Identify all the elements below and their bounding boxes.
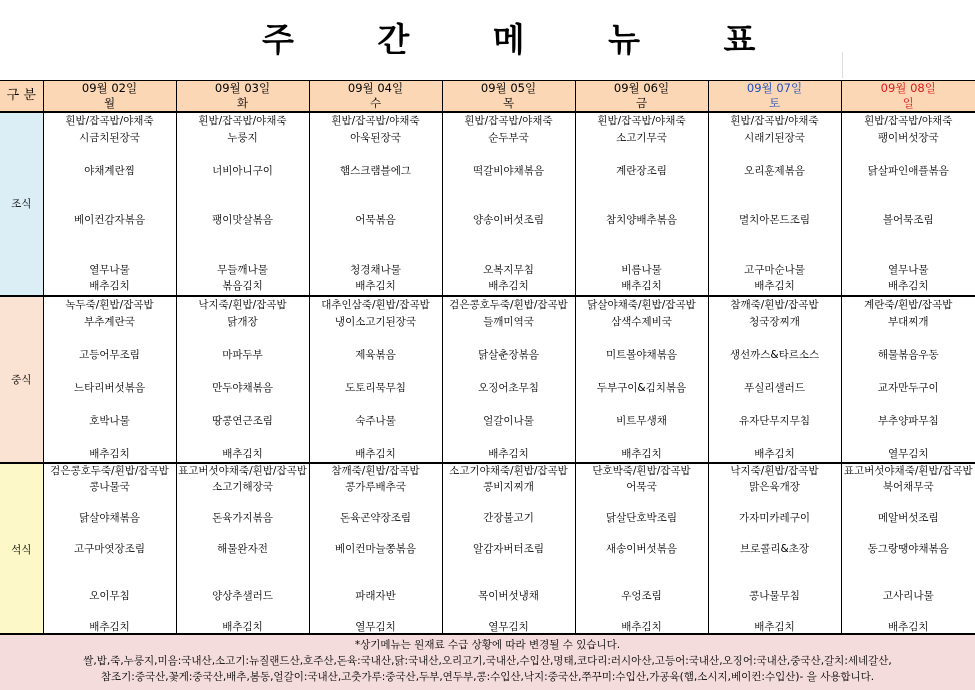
menu-cell: 삼색수제비국 — [575, 314, 708, 331]
menu-cell: 닭살파인애플볶음 — [841, 163, 975, 180]
menu-cell — [176, 146, 309, 163]
menu-cell: 브로콜리&초장 — [708, 542, 841, 558]
menu-cell: 멸치아몬드조림 — [708, 212, 841, 229]
menu-cell: 비트무생채 — [575, 413, 708, 430]
menu-cell — [442, 363, 575, 380]
menu-cell: 소고기야채죽/흰밥/잡곡밥 — [442, 463, 575, 480]
menu-cell — [309, 196, 442, 213]
menu-cell — [841, 558, 975, 574]
menu-cell: 흰밥/잡곡밥/야채죽 — [442, 112, 575, 130]
footer-notice — [0, 633, 975, 690]
menu-cell: 비름나물 — [575, 262, 708, 279]
menu-cell: 배추김치 — [43, 620, 176, 636]
menu-cell: 배추김치 — [309, 446, 442, 464]
day-date: 09월 05일 — [480, 81, 537, 95]
weekly-menu-table — [0, 80, 975, 636]
menu-cell: 대추인삼죽/흰밥/잡곡밥 — [309, 296, 442, 314]
menu-cell: 햄스크램블에그 — [309, 163, 442, 180]
menu-cell — [575, 429, 708, 446]
day-header — [708, 81, 841, 113]
menu-cell: 고구마엿장조림 — [43, 542, 176, 558]
menu-cell: 간장불고기 — [442, 511, 575, 527]
menu-cell — [708, 146, 841, 163]
menu-cell: 제육볶음 — [309, 347, 442, 364]
menu-cell: 유자단무지무침 — [708, 413, 841, 430]
menu-row — [0, 527, 975, 543]
menu-cell: 닭살야채죽/흰밥/잡곡밥 — [575, 296, 708, 314]
menu-cell — [176, 605, 309, 621]
menu-cell — [575, 146, 708, 163]
menu-cell: 목이버섯냉채 — [442, 589, 575, 605]
day-header — [841, 81, 975, 113]
menu-row — [0, 573, 975, 589]
menu-cell — [43, 573, 176, 589]
menu-cell: 열무김치 — [841, 446, 975, 464]
menu-cell — [575, 605, 708, 621]
menu-row — [0, 314, 975, 331]
menu-cell — [309, 573, 442, 589]
menu-cell — [841, 429, 975, 446]
menu-cell — [708, 573, 841, 589]
menu-cell — [442, 179, 575, 196]
menu-cell: 양송이버섯조림 — [442, 212, 575, 229]
menu-cell — [176, 495, 309, 511]
menu-cell — [309, 330, 442, 347]
menu-cell: 흰밥/잡곡밥/야채죽 — [309, 112, 442, 130]
menu-cell: 오징어초무침 — [442, 380, 575, 397]
menu-cell — [708, 605, 841, 621]
day-date: 09월 06일 — [613, 81, 670, 95]
menu-cell — [43, 527, 176, 543]
menu-cell: 콩나물무침 — [708, 589, 841, 605]
menu-cell: 떡갈비야채볶음 — [442, 163, 575, 180]
meal-label: 석식 — [0, 463, 43, 636]
menu-cell — [575, 558, 708, 574]
menu-cell — [708, 229, 841, 246]
menu-cell: 콩가루배추국 — [309, 480, 442, 496]
menu-cell: 부추계란국 — [43, 314, 176, 331]
menu-row — [0, 278, 975, 296]
menu-row — [0, 605, 975, 621]
day-of-week: 토 — [768, 96, 781, 110]
menu-cell — [841, 605, 975, 621]
day-header — [309, 81, 442, 113]
menu-cell: 배추김치 — [841, 278, 975, 296]
menu-cell: 표고버섯야채죽/흰밥/잡곡밥 — [176, 463, 309, 480]
menu-cell — [442, 429, 575, 446]
menu-cell: 녹두죽/흰밥/잡곡밥 — [43, 296, 176, 314]
day-of-week: 금 — [635, 96, 648, 110]
menu-cell — [841, 527, 975, 543]
day-date: 09월 04일 — [347, 81, 404, 95]
menu-cell — [43, 196, 176, 213]
menu-cell: 배추김치 — [841, 620, 975, 636]
menu-cell — [841, 196, 975, 213]
menu-cell — [176, 245, 309, 262]
menu-cell — [575, 229, 708, 246]
menu-cell: 배추김치 — [309, 278, 442, 296]
menu-cell: 소고기무국 — [575, 130, 708, 147]
divider — [842, 52, 843, 78]
day-date: 09월 02일 — [81, 81, 138, 95]
menu-cell: 닭살야채볶음 — [43, 511, 176, 527]
menu-cell — [841, 146, 975, 163]
menu-cell: 오복지무침 — [442, 262, 575, 279]
menu-cell: 양상추샐러드 — [176, 589, 309, 605]
menu-cell — [43, 605, 176, 621]
menu-cell — [309, 495, 442, 511]
menu-cell — [309, 527, 442, 543]
menu-cell: 맑은육개장 — [708, 480, 841, 496]
menu-cell — [708, 396, 841, 413]
menu-cell: 열무김치 — [309, 620, 442, 636]
menu-row — [0, 347, 975, 364]
menu-cell: 닭개장 — [176, 314, 309, 331]
menu-cell — [442, 196, 575, 213]
menu-cell — [43, 495, 176, 511]
menu-cell — [708, 363, 841, 380]
menu-cell — [176, 229, 309, 246]
menu-cell — [176, 363, 309, 380]
menu-cell — [309, 396, 442, 413]
menu-row — [0, 163, 975, 180]
menu-cell — [575, 330, 708, 347]
menu-cell: 부추양파무침 — [841, 413, 975, 430]
menu-cell: 팽이맛살볶음 — [176, 212, 309, 229]
menu-row — [0, 589, 975, 605]
menu-cell: 누룽지 — [176, 130, 309, 147]
menu-cell — [575, 495, 708, 511]
menu-cell — [442, 558, 575, 574]
menu-row — [0, 511, 975, 527]
menu-cell: 배추김치 — [43, 446, 176, 464]
menu-cell — [43, 429, 176, 446]
menu-cell: 새송이버섯볶음 — [575, 542, 708, 558]
menu-cell: 순두부국 — [442, 130, 575, 147]
menu-cell: 시금치된장국 — [43, 130, 176, 147]
menu-cell: 무들깨나물 — [176, 262, 309, 279]
menu-cell — [43, 229, 176, 246]
notice-line: *상기메뉴는 원재료 수급 상황에 따라 변경될 수 있습니다. — [354, 639, 621, 651]
menu-cell — [309, 146, 442, 163]
menu-cell: 흰밥/잡곡밥/야채죽 — [176, 112, 309, 130]
menu-cell — [841, 573, 975, 589]
menu-cell: 베이컨마늘쫑볶음 — [309, 542, 442, 558]
menu-cell: 닭살단호박조림 — [575, 511, 708, 527]
menu-cell: 배추김치 — [708, 620, 841, 636]
menu-cell: 아욱된장국 — [309, 130, 442, 147]
day-header — [176, 81, 309, 113]
menu-cell: 볶음김치 — [176, 278, 309, 296]
menu-cell: 고등어무조림 — [43, 347, 176, 364]
menu-row — [0, 146, 975, 163]
menu-cell: 느타리버섯볶음 — [43, 380, 176, 397]
menu-row — [0, 130, 975, 147]
origin-line: 쌀,밥,죽,누룽지,미음:국내산,소고기:뉴질랜드산,호주산,돈육:국내산,닭:국내산,오리고기,국내산,수입산,명태,코다리:러시아산,고등어:국내산,오징어:국내산,중국산,갈치:세네갈산, — [83, 655, 892, 667]
menu-cell — [309, 229, 442, 246]
day-date: 09월 03일 — [214, 81, 271, 95]
day-of-week: 월 — [103, 96, 116, 110]
menu-cell: 숙주나물 — [309, 413, 442, 430]
menu-cell: 베이컨감자볶음 — [43, 212, 176, 229]
menu-cell: 동그랑땡야채볶음 — [841, 542, 975, 558]
menu-cell — [43, 558, 176, 574]
menu-cell — [575, 396, 708, 413]
menu-cell — [43, 330, 176, 347]
menu-cell: 고사리나물 — [841, 589, 975, 605]
menu-cell — [442, 396, 575, 413]
menu-cell: 돈육가지볶음 — [176, 511, 309, 527]
menu-cell: 북어채무국 — [841, 480, 975, 496]
menu-cell: 야채계란찜 — [43, 163, 176, 180]
menu-cell: 흰밥/잡곡밥/야채죽 — [575, 112, 708, 130]
menu-cell — [841, 179, 975, 196]
menu-cell — [708, 558, 841, 574]
menu-cell: 소고기해장국 — [176, 480, 309, 496]
origin-line: 참조기:중국산,꽃게:중국산,배추,봄동,얼갈이:국내산,고춧가루:중국산,두부,연두부,콩:수입산,낙지:중국산,쭈꾸미:수입산,가공육(햄,소시지,베이컨:수입산)- 을 사용합니다. — [100, 671, 875, 683]
menu-cell — [708, 196, 841, 213]
menu-cell: 팽이버섯장국 — [841, 130, 975, 147]
menu-cell — [442, 605, 575, 621]
menu-cell: 해물완자전 — [176, 542, 309, 558]
menu-cell — [841, 245, 975, 262]
menu-cell — [575, 179, 708, 196]
menu-row — [0, 179, 975, 196]
menu-cell: 얼갈이나물 — [442, 413, 575, 430]
menu-row — [0, 380, 975, 397]
menu-cell — [43, 396, 176, 413]
menu-row — [0, 262, 975, 279]
menu-row — [0, 463, 975, 480]
menu-cell: 오리훈제볶음 — [708, 163, 841, 180]
menu-cell — [176, 527, 309, 543]
day-of-week: 수 — [369, 96, 382, 110]
menu-row — [0, 429, 975, 446]
menu-cell — [309, 558, 442, 574]
menu-cell: 마파두부 — [176, 347, 309, 364]
meal-label: 조식 — [0, 112, 43, 296]
day-of-week: 화 — [236, 96, 249, 110]
menu-cell: 가자미카레구이 — [708, 511, 841, 527]
day-of-week: 목 — [502, 96, 515, 110]
menu-cell: 냉이소고기된장국 — [309, 314, 442, 331]
menu-cell — [176, 573, 309, 589]
menu-cell: 배추김치 — [575, 620, 708, 636]
menu-cell: 푸실리샐러드 — [708, 380, 841, 397]
menu-cell: 배추김치 — [43, 278, 176, 296]
menu-cell: 참깨죽/흰밥/잡곡밥 — [309, 463, 442, 480]
menu-cell: 오이무침 — [43, 589, 176, 605]
menu-cell: 배추김치 — [575, 278, 708, 296]
menu-row — [0, 229, 975, 246]
menu-cell: 계란장조림 — [575, 163, 708, 180]
menu-cell: 열무김치 — [442, 620, 575, 636]
menu-cell: 낙지죽/흰밥/잡곡밥 — [176, 296, 309, 314]
menu-cell: 만두야채볶음 — [176, 380, 309, 397]
menu-cell — [176, 179, 309, 196]
menu-row — [0, 212, 975, 229]
menu-cell — [575, 527, 708, 543]
menu-cell — [176, 396, 309, 413]
menu-cell: 참치양배추볶음 — [575, 212, 708, 229]
menu-cell — [841, 396, 975, 413]
menu-row — [0, 330, 975, 347]
menu-row — [0, 112, 975, 130]
menu-cell: 배추김치 — [176, 620, 309, 636]
menu-cell: 표고버섯야채죽/흰밥/잡곡밥 — [841, 463, 975, 480]
menu-row — [0, 245, 975, 262]
menu-cell: 해물볶음우동 — [841, 347, 975, 364]
menu-cell — [575, 573, 708, 589]
day-header — [43, 81, 176, 113]
menu-cell — [841, 495, 975, 511]
menu-row — [0, 495, 975, 511]
menu-cell — [575, 245, 708, 262]
menu-cell: 파래자반 — [309, 589, 442, 605]
menu-cell — [442, 330, 575, 347]
menu-cell — [841, 330, 975, 347]
menu-cell: 부대찌개 — [841, 314, 975, 331]
menu-cell: 도토리묵무침 — [309, 380, 442, 397]
menu-row — [0, 542, 975, 558]
menu-cell: 볼어묵조림 — [841, 212, 975, 229]
meal-label: 중식 — [0, 296, 43, 463]
menu-cell — [442, 573, 575, 589]
menu-cell: 어묵볶음 — [309, 212, 442, 229]
menu-cell — [708, 179, 841, 196]
menu-cell: 검은콩호두죽/흰밥/잡곡밥 — [442, 296, 575, 314]
menu-row — [0, 296, 975, 314]
menu-cell: 콩비지찌개 — [442, 480, 575, 496]
menu-cell: 열무나물 — [43, 262, 176, 279]
menu-cell: 열무나물 — [841, 262, 975, 279]
menu-cell — [309, 429, 442, 446]
menu-row — [0, 196, 975, 213]
menu-cell — [442, 495, 575, 511]
menu-cell: 들깨미역국 — [442, 314, 575, 331]
menu-cell — [309, 179, 442, 196]
menu-row — [0, 446, 975, 464]
page-title: 주 간 메 뉴 표 — [262, 20, 792, 59]
menu-cell: 단호박죽/흰밥/잡곡밥 — [575, 463, 708, 480]
menu-cell: 배추김치 — [575, 446, 708, 464]
menu-cell — [309, 605, 442, 621]
menu-row — [0, 396, 975, 413]
menu-cell: 돈육곤약장조림 — [309, 511, 442, 527]
day-date: 09월 07일 — [746, 81, 803, 95]
menu-cell: 배추김치 — [442, 278, 575, 296]
menu-cell — [43, 179, 176, 196]
menu-cell: 배추김치 — [708, 446, 841, 464]
menu-cell: 참깨죽/흰밥/잡곡밥 — [708, 296, 841, 314]
title-area — [0, 0, 975, 80]
menu-cell: 알감자버터조림 — [442, 542, 575, 558]
menu-cell: 검은콩호두죽/흰밥/잡곡밥 — [43, 463, 176, 480]
menu-cell: 두부구이&김치볶음 — [575, 380, 708, 397]
menu-cell — [176, 429, 309, 446]
menu-cell: 고구마순나물 — [708, 262, 841, 279]
menu-cell — [442, 146, 575, 163]
menu-cell: 우엉조림 — [575, 589, 708, 605]
menu-cell — [708, 245, 841, 262]
menu-cell — [309, 245, 442, 262]
menu-cell — [708, 527, 841, 543]
menu-cell — [176, 558, 309, 574]
menu-cell: 청국장찌개 — [708, 314, 841, 331]
menu-cell: 생선까스&타르소스 — [708, 347, 841, 364]
menu-cell — [841, 363, 975, 380]
menu-cell — [708, 330, 841, 347]
menu-cell: 어묵국 — [575, 480, 708, 496]
menu-cell — [176, 196, 309, 213]
menu-cell — [442, 229, 575, 246]
menu-cell: 낙지죽/흰밥/잡곡밥 — [708, 463, 841, 480]
menu-row — [0, 480, 975, 496]
menu-cell — [442, 245, 575, 262]
menu-cell: 땅콩연근조림 — [176, 413, 309, 430]
menu-cell: 메알버섯조림 — [841, 511, 975, 527]
menu-cell — [708, 495, 841, 511]
menu-cell — [176, 330, 309, 347]
menu-cell — [43, 363, 176, 380]
menu-cell — [708, 429, 841, 446]
menu-cell — [309, 363, 442, 380]
menu-cell — [442, 527, 575, 543]
menu-cell — [575, 363, 708, 380]
menu-cell: 닭살춘장볶음 — [442, 347, 575, 364]
day-header — [575, 81, 708, 113]
menu-row — [0, 558, 975, 574]
day-of-week: 일 — [902, 96, 914, 110]
menu-cell: 콩나물국 — [43, 480, 176, 496]
menu-cell: 흰밥/잡곡밥/야채죽 — [841, 112, 975, 130]
menu-cell: 흰밥/잡곡밥/야채죽 — [43, 112, 176, 130]
menu-cell: 배추김치 — [442, 446, 575, 464]
menu-cell: 배추김치 — [176, 446, 309, 464]
header-label: 구 분 — [0, 81, 43, 113]
menu-cell: 배추김치 — [708, 278, 841, 296]
menu-cell — [841, 229, 975, 246]
menu-cell: 청경채나물 — [309, 262, 442, 279]
menu-row — [0, 363, 975, 380]
menu-cell: 미트볼야채볶음 — [575, 347, 708, 364]
menu-cell: 교자만두구이 — [841, 380, 975, 397]
day-date: 09월 08일 — [880, 81, 936, 95]
menu-cell — [43, 245, 176, 262]
day-header — [442, 81, 575, 113]
menu-row — [0, 413, 975, 430]
menu-cell — [575, 196, 708, 213]
menu-cell: 너비아니구이 — [176, 163, 309, 180]
menu-cell: 호박나물 — [43, 413, 176, 430]
menu-cell: 시래기된장국 — [708, 130, 841, 147]
menu-cell: 계란죽/흰밥/잡곡밥 — [841, 296, 975, 314]
menu-cell: 흰밥/잡곡밥/야채죽 — [708, 112, 841, 130]
header-row — [0, 81, 975, 113]
menu-cell — [43, 146, 176, 163]
